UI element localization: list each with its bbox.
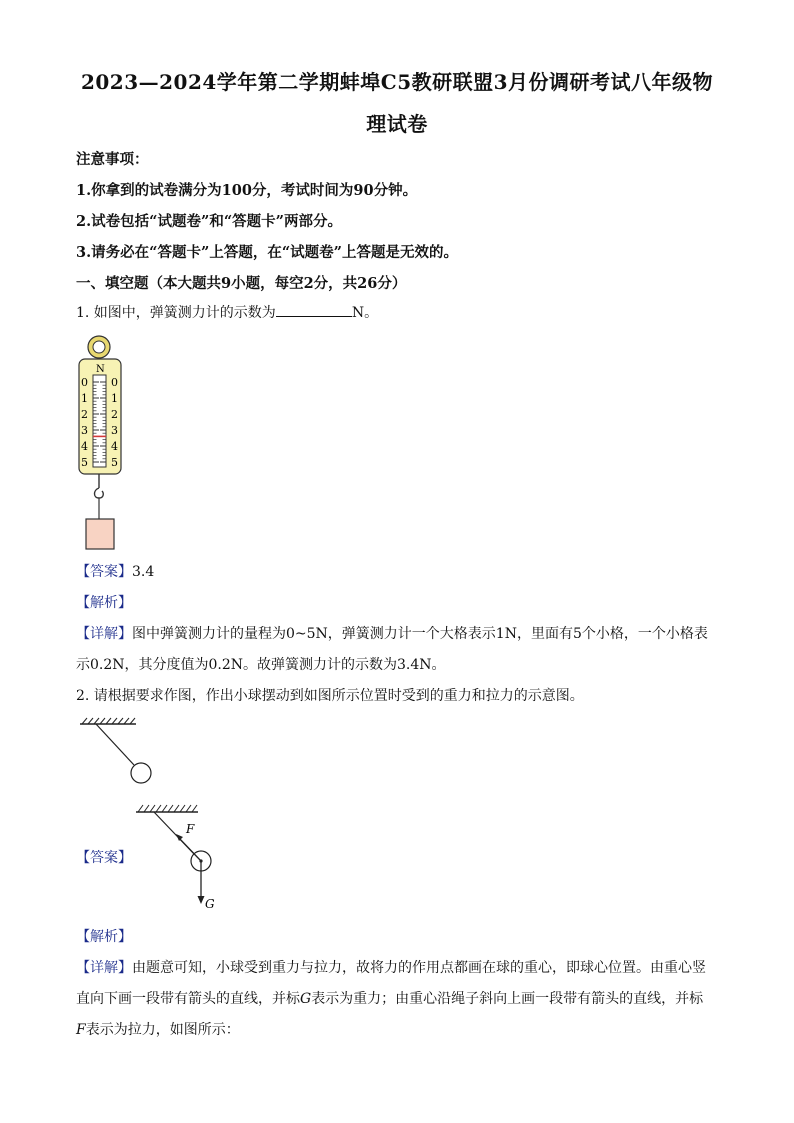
page-title-line2: 理试卷 [366,112,428,136]
scale-tick-label-right: 5 [111,456,118,469]
scale-tick-label-left: 3 [81,424,88,437]
scale-tick-label-right: 1 [111,392,118,405]
notice-item-1: 1.你拿到的试卷满分为100分，考试时间为90分钟。 [76,182,418,199]
detail-1-line1: 【详解】图中弹簧测力计的量程为0~5N，弹簧测力计一个大格表示1N，里面有5个小格，一个小格表 [76,626,708,642]
scale-tick-label-right: 0 [111,376,118,389]
analysis-label-1: 【解析】 [76,595,132,611]
question-2-stem: 2. 请根据要求作图，作出小球摆动到如图所示位置时受到的重力和拉力的示意图。 [76,688,584,704]
tension-arrow [178,837,201,861]
detail-2-line1: 【详解】由题意可知，小球受到重力与拉力，故将力的作用点都画在球的重心，即球心位置。由重心竖 [76,960,706,976]
force-diagram [134,800,224,916]
force-label-F: F [186,822,195,836]
scale-tube [93,375,106,467]
detail-1-line2: 示0.2N，其分度值为0.2N。故弹簧测力计的示数为3.4N。 [76,657,446,673]
center-point [199,859,202,862]
scale-hook [95,488,104,498]
ceiling-hatching [82,718,135,724]
scale-tick-label-left: 1 [81,392,88,405]
scale-tick-label-right: 2 [111,408,118,421]
answer-blank [276,302,352,317]
pendulum-string [96,724,134,765]
force-label-G: G [205,897,215,911]
spring-scale-figure [72,332,132,554]
answer-label-2: 【答案】 [76,850,132,866]
hanging-weight [86,519,114,549]
tension-arrowhead [176,834,183,841]
scale-tick-label-left: 5 [81,456,88,469]
notice-item-3: 3.请务必在“答题卡”上答题，在“试题卷”上答题是无效的。 [76,244,458,261]
pendulum-ball [131,763,151,783]
scale-tick-label-left: 0 [81,376,88,389]
scale-tick-label-right: 3 [111,424,118,437]
page-title: 2023—2024学年第二学期蚌埠C5教研联盟3月份调研考试八年级物 [80,70,714,94]
detail-2-line2: 直向下画一段带有箭头的直线，并标G表示为重力；由重心沿绳子斜向上画一段带有箭头的直线，并标 [76,991,704,1007]
answer-1: 【答案】3.4 [76,564,155,580]
analysis-label-2: 【解析】 [76,929,132,945]
notice-item-2: 2.试卷包括“试题卷”和“答题卡”两部分。 [76,213,342,230]
gravity-arrowhead [198,896,205,904]
question-1-stem: 1. 如图中，弹簧测力计的示数为 N。 [76,302,378,323]
notice-heading: 注意事项： [76,151,149,168]
scale-unit-label: N [96,364,105,375]
scale-tick-label-right: 4 [111,440,118,453]
scale-tick-label-left: 2 [81,408,88,421]
detail-2-line3: F表示为拉力，如图所示： [76,1022,240,1038]
scale-tick-label-left: 4 [81,440,88,453]
pendulum-figure [76,716,166,792]
ceiling-hatching [138,805,197,812]
section-heading: 一、填空题（本大题共9小题，每空2分，共26分） [76,275,407,292]
